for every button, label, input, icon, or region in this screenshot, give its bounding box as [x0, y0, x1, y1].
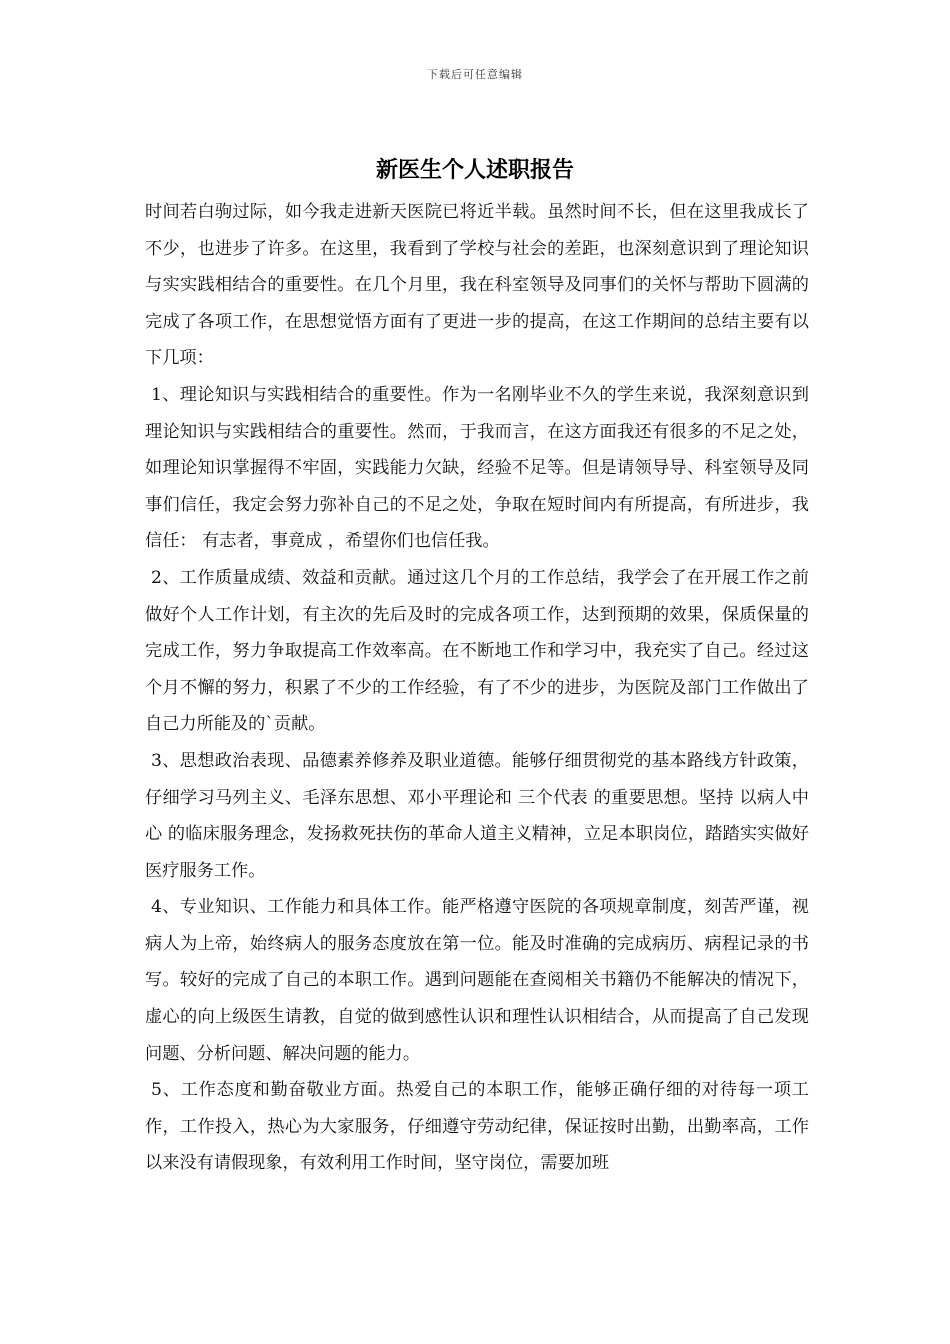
section-paragraph-5: 5、工作态度和勤奋敬业方面。热爱自己的本职工作，能够正确仔细的对待每一项工作，工作投入，热心为大家服务，仔细遵守劳动纪律，保证按时出勤，出勤率高，工作以来没有请假现象，有效利用工作时间，坚守岗位，需要加班: [145, 1080, 809, 1174]
section-paragraph-4: 4、专业知识、工作能力和具体工作。能严格遵守医院的各项规章制度，刻苦严谨，视病人为上帝，始终病人的服务态度放在第一位。能及时准确的完成病历、病程记录的书写。较好的完成了自己的本职工作。遇到问题能在查阅相关书籍仍不能解决的情况下，虚心的向上级医生请教，自觉的做到感性认识和理性认识相结合，从而提高了自己发现问题、分析问题、解决问题的能力。: [145, 897, 809, 1064]
document-title: 新医生个人述职报告: [375, 157, 574, 183]
header-note: 下载后可任意编辑: [427, 68, 523, 81]
section-paragraph-2: 2、工作质量成绩、效益和贡献。通过这几个月的工作总结，我学会了在开展工作之前做好个人工作计划，有主次的先后及时的完成各项工作，达到预期的效果，保质保量的完成工作，努力争取提高工作效率高。在不断地工作和学习中，我充实了自己。经过这个月不懈的努力，积累了不少的工作经验，有了不少的进步，为医院及部门工作做出了自己力所能及的`贡献。: [145, 567, 809, 735]
section-paragraph-3: 3、思想政治表现、品德素养修养及职业道德。能够仔细贯彻党的基本路线方针政策，仔细学习马列主义、毛泽东思想、邓小平理论和 三个代表 的重要思想。坚持 以病人中心 的临床服务理念，发扬救死扶伤的革命人道主义精神，立足本职岗位，踏踏实实做好医疗服务工作。: [145, 750, 809, 881]
section-paragraph-1: 1、理论知识与实践相结合的重要性。作为一名刚毕业不久的学生来说，我深刻意识到理论知识与实践相结合的重要性。然而，于我而言，在这方面我还有很多的不足之处，如理论知识掌握得不牢固，实践能力欠缺，经验不足等。但是请领导导、科室领导及同事们信任，我定会努力弥补自己的不足之处，争取在短时间内有所提高，有所进步，我信任： 有志者，事竟成 ，希望你们也信任我。: [145, 384, 809, 552]
intro-paragraph: 时间若白驹过际，如今我走进新天医院已将近半载。虽然时间不长，但在这里我成长了不少，也进步了许多。在这里，我看到了学校与社会的差距，也深刻意识到了理论知识与实实践相结合的重要性。在几个月里，我在科室领导及同事们的关怀与帮助下圆满的完成了各项工作，在思想觉悟方面有了更进一步的提高，在这工作期间的总结主要有以下几项：: [145, 202, 809, 369]
document-body: [145, 194, 809, 1182]
